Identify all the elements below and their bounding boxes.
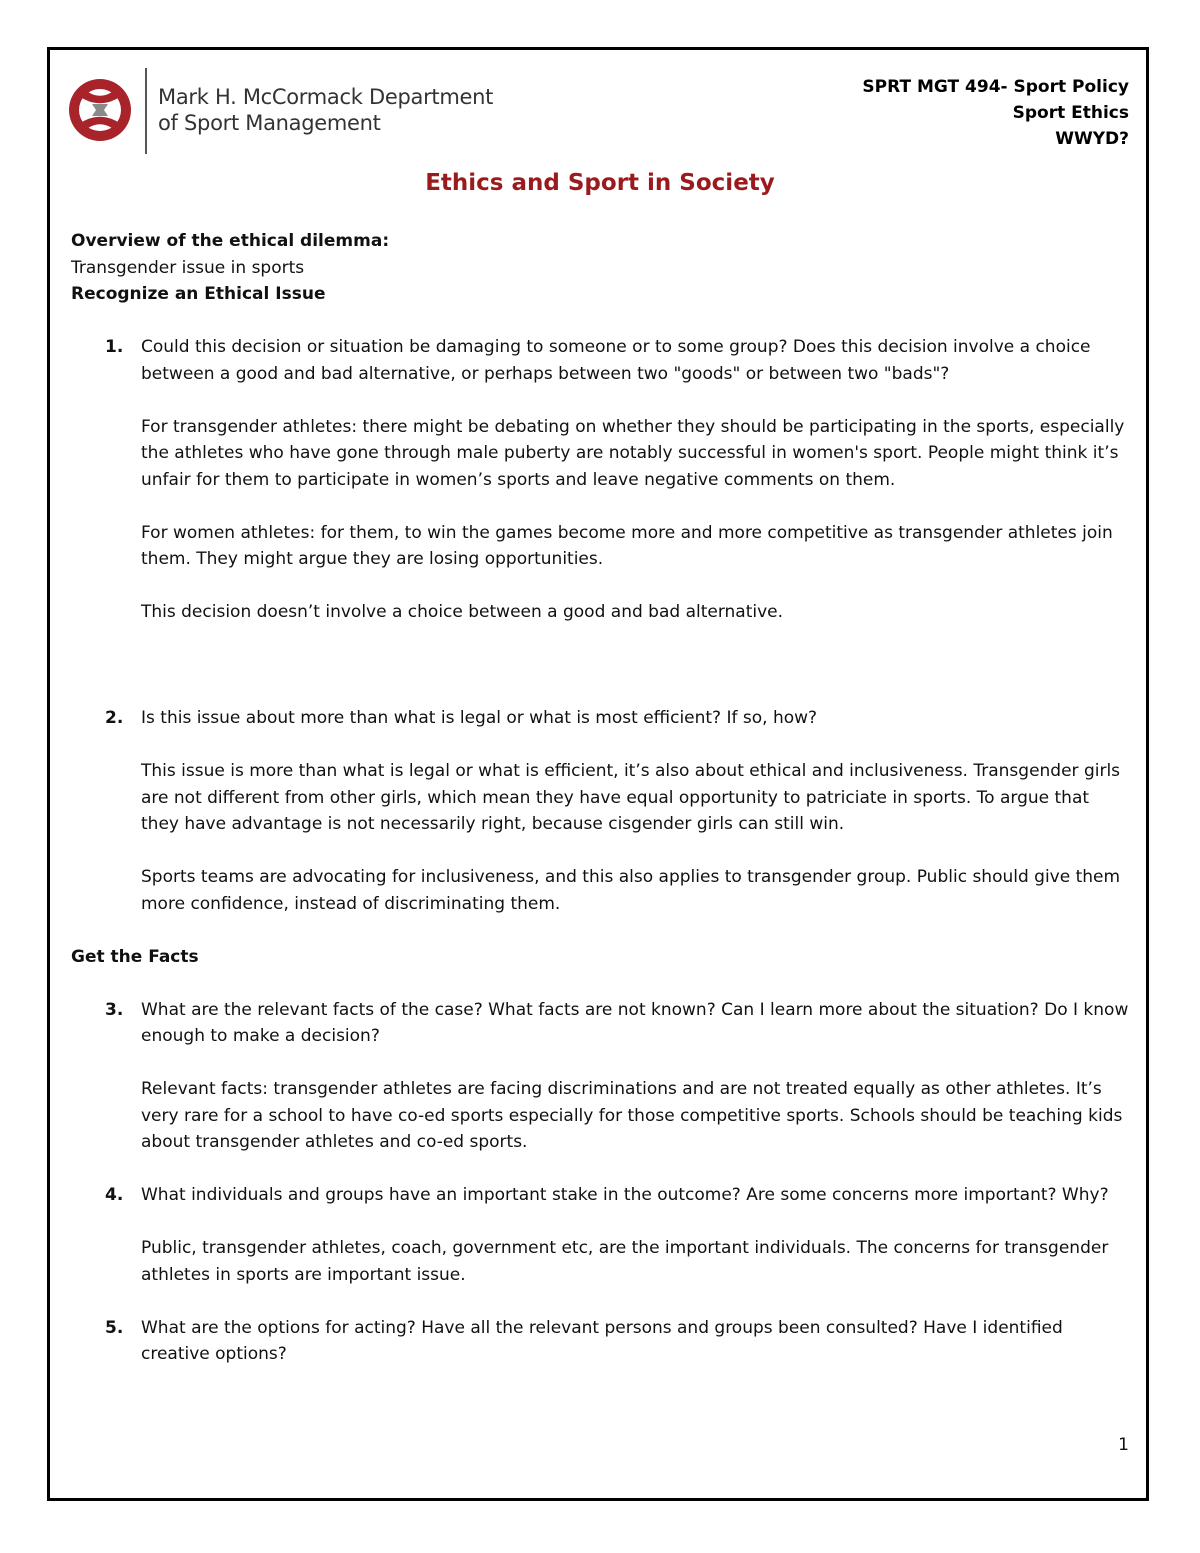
item-question: What are the relevant facts of the case? What facts are not known? Can I learn more about the situation? Do I know enough to make a decision?	[141, 999, 1129, 1046]
course-name: SPRT MGT 494- Sport Policy	[862, 77, 1129, 97]
item-number: 3.	[105, 999, 124, 1020]
course-subtitle: WWYD?	[1055, 129, 1129, 149]
item-question: What are the options for acting? Have all the relevant persons and groups been consulted? Have I identified creative options?	[141, 1317, 1063, 1364]
item-number: 1.	[105, 337, 124, 357]
item-number: 2.	[105, 708, 124, 728]
list-item-3	[71, 997, 1131, 1156]
overview-heading: Overview of the ethical dilemma:	[71, 231, 390, 251]
course-topic: Sport Ethics	[1012, 103, 1129, 123]
item-answer: For women athletes: for them, to win the games become more and more competitive as transgender athletes join them. They might argue they are losing opportunities.	[141, 522, 1113, 569]
item-question: Is this issue about more than what is legal or what is most efficient? If so, how?	[141, 708, 818, 728]
item-answer: For transgender athletes: there might be debating on whether they should be participating in the sports, especially the athletes who have gone through male puberty are notably successful in women's sport. People might think it’s unfair for them to participate in women’s sports and leave negative comments on them.	[141, 416, 1125, 490]
item-answer: This decision doesn’t involve a choice between a good and bad alternative.	[141, 602, 784, 622]
department-logo-icon	[68, 78, 132, 142]
list-item-1	[71, 334, 1131, 626]
item-answer: Public, transgender athletes, coach, government etc, are the important individuals. The concerns for transgender athletes in sports are important issue.	[141, 1238, 1109, 1285]
item-question: What individuals and groups have an important stake in the outcome? Are some concerns more important? Why?	[141, 1185, 1109, 1205]
overview-text: Transgender issue in sports	[71, 257, 305, 278]
list-item-5	[71, 1315, 1131, 1368]
page-number: 1	[1118, 1435, 1129, 1455]
item-answer: Sports teams are advocating for inclusiveness, and this also applies to transgender group. Public should give them more confidence, instead of discriminating them.	[141, 867, 1121, 914]
item-answer: Relevant facts: transgender athletes are facing discriminations and are not treated equally as other athletes. It’s very rare for a school to have co-ed sports especially for those competitive sports. Schools should be teaching kids about transgender athletes and co-ed sports.	[141, 1079, 1123, 1152]
course-header	[862, 74, 1129, 152]
facts-heading: Get the Facts	[71, 946, 199, 967]
department-name-line1: Mark H. McCormack Department	[158, 85, 494, 109]
item-number: 4.	[105, 1185, 124, 1205]
item-number: 5.	[105, 1317, 124, 1338]
department-name	[158, 84, 493, 136]
department-name-line2: of Sport Management	[158, 111, 381, 135]
item-answer: This issue is more than what is legal or what is efficient, it’s also about ethical and inclusiveness. Transgender girls are not different from other girls, which mean they have equal opportunity to patriciate in sports. To argue that they have advantage is not necessarily right, because cisgender girls can still win.	[141, 761, 1121, 834]
document-title: Ethics and Sport in Society	[425, 170, 775, 196]
list-item-4	[71, 1182, 1131, 1288]
recognize-heading: Recognize an Ethical Issue	[71, 284, 326, 304]
item-question: Could this decision or situation be damaging to someone or to some group? Does this decision involve a choice between a good and bad alternative, or perhaps between two "goods" or between two "bads"?	[141, 337, 1091, 384]
list-item-2	[71, 705, 1131, 917]
document-body	[71, 228, 1131, 1368]
logo-divider	[145, 68, 147, 154]
